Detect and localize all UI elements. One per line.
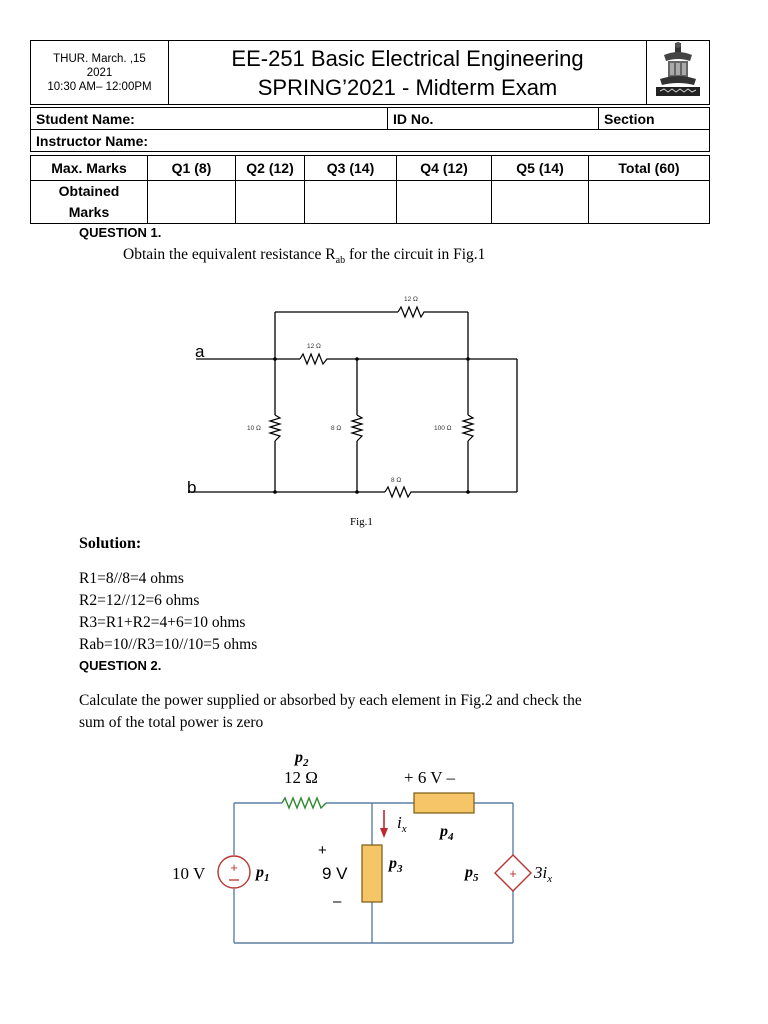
resistor-left-icon — [270, 415, 280, 441]
total-marks-cell[interactable] — [589, 181, 710, 224]
section-field[interactable]: Section — [599, 108, 710, 130]
resistor-12ohm-icon — [282, 798, 326, 808]
node-a-label: a — [195, 342, 205, 361]
resistor-center-icon — [352, 415, 362, 441]
label-10v: 10 V — [172, 864, 206, 883]
solution-line: R3=R1+R2=4+6=10 ohms — [79, 614, 246, 631]
dep-source-plus-sign: + — [509, 866, 517, 881]
question2-heading: QUESTION 2. — [79, 658, 162, 673]
solution-line: Rab=10//R3=10//10=5 ohms — [79, 636, 258, 653]
resistor-zigzags — [270, 307, 473, 497]
label-6v: + 6 V – — [404, 768, 455, 787]
exam-title: SPRING’2021 - Midterm Exam — [257, 74, 558, 100]
element-p3-box — [362, 845, 382, 902]
total-header: Total (60) — [589, 156, 710, 181]
obtained-label-line1: Obtained — [58, 183, 120, 199]
label-9v-minus: – — [333, 893, 342, 910]
id-number-field[interactable]: ID No. — [388, 108, 599, 130]
q4-marks-cell[interactable] — [397, 181, 492, 224]
solution-line: R2=12//12=6 ohms — [79, 592, 200, 609]
exam-date-cell — [31, 41, 169, 105]
r-mid-label: 12 Ω — [307, 343, 321, 350]
label-3ix: $3i_x$ — [534, 863, 553, 885]
solution-block — [79, 568, 257, 656]
exam-header — [30, 40, 710, 105]
resistor-bottom-icon — [385, 487, 412, 497]
q1-marks-cell[interactable] — [148, 181, 236, 224]
q2-header: Q2 (12) — [236, 156, 305, 181]
source-plus-sign: + — [230, 860, 238, 875]
logo-cell — [647, 41, 710, 105]
obtained-marks-label — [31, 181, 148, 224]
student-name-field[interactable]: Student Name: — [31, 108, 388, 130]
element-p4-box — [414, 793, 474, 813]
solution-line: R1=8//8=4 ohms — [79, 570, 184, 587]
exam-title-cell — [169, 41, 647, 105]
solution-heading: Solution: — [79, 535, 142, 552]
resistor-top-icon — [398, 307, 426, 317]
q5-marks-cell[interactable] — [492, 181, 589, 224]
question1-text-main: Obtain the equivalent resistance R — [123, 246, 336, 263]
q3-marks-cell[interactable] — [305, 181, 397, 224]
q2-marks-cell[interactable] — [236, 181, 305, 224]
figure1-caption: Fig.1 — [350, 516, 373, 528]
exam-year: 2021 — [86, 66, 113, 79]
max-marks-label: Max. Marks — [31, 156, 148, 181]
resistor-right-icon — [463, 415, 473, 441]
figure2-circuit — [0, 740, 768, 960]
r-center-label: 8 Ω — [331, 425, 342, 432]
university-seal-icon — [654, 41, 702, 99]
question2-text — [79, 690, 582, 734]
figure1-circuit — [0, 280, 768, 540]
label-9v: 9 V — [322, 864, 348, 883]
node-b-label: b — [187, 478, 197, 497]
label-p2: $p_2$ — [295, 749, 309, 769]
r-right-label: 100 Ω — [434, 425, 452, 432]
q1-header: Q1 (8) — [148, 156, 236, 181]
r-left-label: 10 Ω — [247, 425, 261, 432]
obtained-label-line2: Marks — [68, 204, 110, 220]
q4-header: Q4 (12) — [397, 156, 492, 181]
q5-header: Q5 (14) — [492, 156, 589, 181]
resistor-mid-icon — [300, 354, 330, 364]
exam-time: 10:30 AM– 12:00PM — [47, 80, 152, 93]
question1-text-end: for the circuit in Fig.1 — [345, 246, 486, 263]
label-9v-plus: + — [318, 842, 327, 859]
r-bottom-label: 8 Ω — [391, 477, 402, 484]
question2-text-line1: Calculate the power supplied or absorbed by each element in Fig.2 and check the — [79, 692, 582, 709]
label-p1: $p_1$ — [256, 864, 270, 884]
current-arrow-icon — [380, 828, 388, 838]
q3-header: Q3 (14) — [305, 156, 397, 181]
instructor-name-field[interactable]: Instructor Name: — [31, 130, 710, 152]
question1-text — [123, 246, 485, 266]
r-top-label: 12 Ω — [404, 296, 418, 303]
exam-date: THUR. March. ,15 — [53, 52, 146, 65]
label-p4: $p_4$ — [440, 823, 454, 843]
label-p3: $p_3$ — [389, 855, 403, 875]
question1-text-subscript: ab — [335, 255, 346, 267]
question2-text-line2: sum of the total power is zero — [79, 714, 264, 731]
marks-table — [30, 155, 710, 224]
course-title: EE-251 Basic Electrical Engineering — [231, 45, 584, 71]
label-p5: $p_5$ — [465, 864, 479, 884]
question1-heading: QUESTION 1. — [79, 225, 162, 240]
student-info-table — [30, 107, 710, 152]
label-ix: $i_x$ — [397, 813, 407, 835]
label-12-ohm: 12 Ω — [284, 768, 318, 787]
